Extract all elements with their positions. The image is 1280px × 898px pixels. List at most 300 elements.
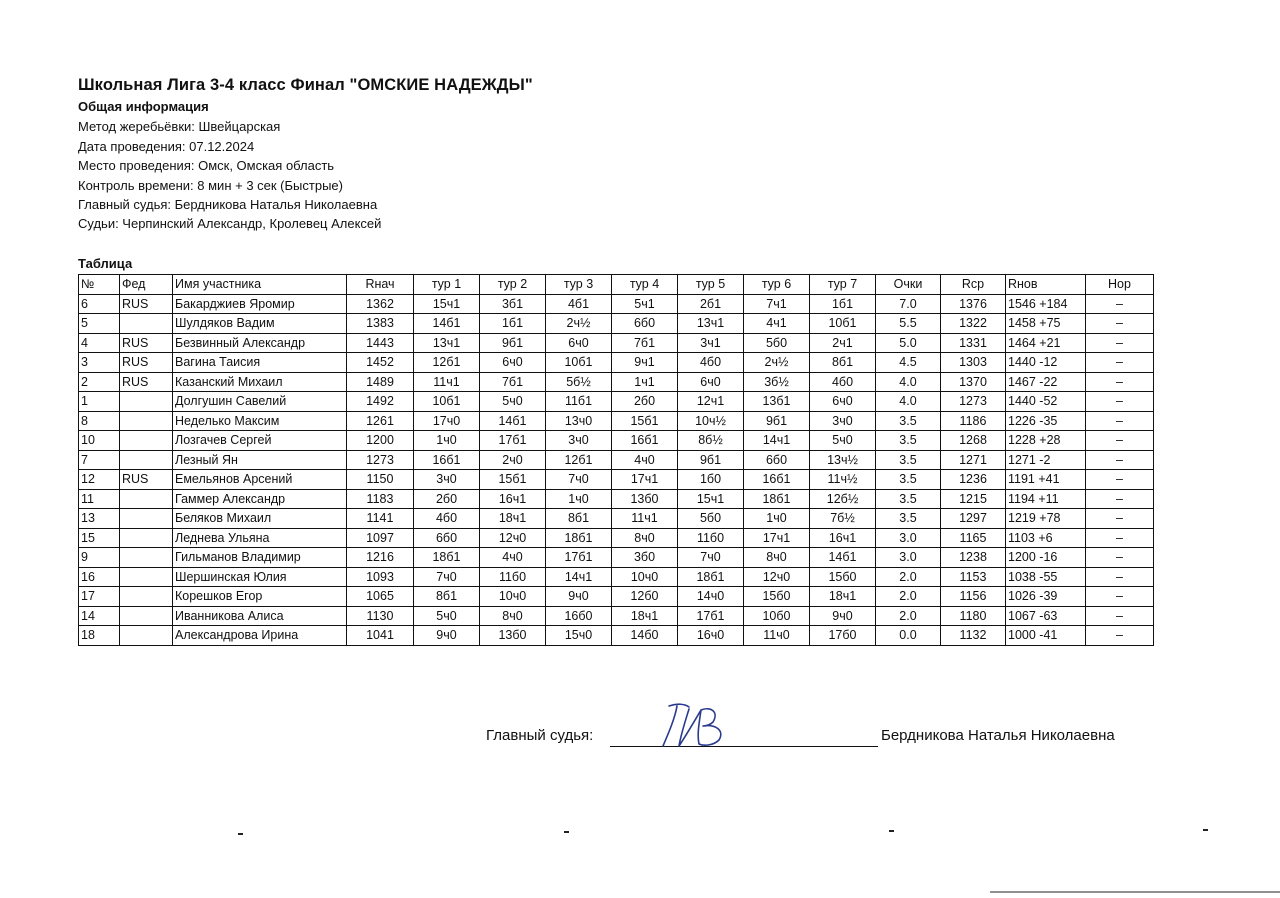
cell-col-rating-new: 1458 +75 <box>1006 314 1086 334</box>
cell-col-points: 3.5 <box>876 470 941 490</box>
cell-col-round-1: 10б1 <box>414 392 480 412</box>
cell-col-rating-avg: 1370 <box>941 372 1006 392</box>
cell-col-round-2: 7б1 <box>480 372 546 392</box>
cell-col-rating-start: 1261 <box>347 411 414 431</box>
cell-col-number: 14 <box>79 606 120 626</box>
cell-col-rating-start: 1200 <box>347 431 414 451</box>
cell-col-round-5: 12ч1 <box>678 392 744 412</box>
cell-col-rating-new: 1026 -39 <box>1006 587 1086 607</box>
cell-col-round-3: 14ч1 <box>546 567 612 587</box>
document-title: Школьная Лига 3-4 класс Финал "ОМСКИЕ НАДЕЖДЫ" <box>78 76 533 94</box>
cell-col-points: 7.0 <box>876 294 941 314</box>
table-row <box>79 314 1154 334</box>
handwritten-signature <box>655 700 740 752</box>
scan-edge <box>990 891 1280 893</box>
cell-col-round-4: 18ч1 <box>612 606 678 626</box>
cell-col-round-6: 17ч1 <box>744 528 810 548</box>
cell-col-round-4: 7б1 <box>612 333 678 353</box>
cell-col-rating-avg: 1132 <box>941 626 1006 646</box>
cell-col-round-4: 13б0 <box>612 489 678 509</box>
cell-col-round-3: 12б1 <box>546 450 612 470</box>
cell-col-rating-start: 1443 <box>347 333 414 353</box>
cell-col-round-2: 15б1 <box>480 470 546 490</box>
cell-col-round-4: 10ч0 <box>612 567 678 587</box>
cell-col-rating-start: 1273 <box>347 450 414 470</box>
cell-col-round-4: 15б1 <box>612 411 678 431</box>
scan-mark <box>564 831 569 833</box>
table-row <box>79 567 1154 587</box>
cell-col-round-7: 4б0 <box>810 372 876 392</box>
cell-col-rating-new: 1000 -41 <box>1006 626 1086 646</box>
table-row <box>79 294 1154 314</box>
cell-col-round-5: 9б1 <box>678 450 744 470</box>
cell-col-round-2: 1б1 <box>480 314 546 334</box>
cell-col-round-2: 2ч0 <box>480 450 546 470</box>
cell-col-round-1: 3ч0 <box>414 470 480 490</box>
cell-col-federation <box>120 431 173 451</box>
cell-col-points: 2.0 <box>876 587 941 607</box>
signature-name: Бердникова Наталья Николаевна <box>881 727 1115 744</box>
cell-col-norm: – <box>1086 587 1154 607</box>
cell-col-round-7: 16ч1 <box>810 528 876 548</box>
cell-col-points: 3.5 <box>876 489 941 509</box>
cell-col-round-7: 11ч½ <box>810 470 876 490</box>
cell-col-federation <box>120 392 173 412</box>
cell-col-norm: – <box>1086 489 1154 509</box>
cell-col-round-7: 18ч1 <box>810 587 876 607</box>
cell-col-round-5: 6ч0 <box>678 372 744 392</box>
cell-col-round-5: 3ч1 <box>678 333 744 353</box>
cell-col-round-6: 2ч½ <box>744 353 810 373</box>
cell-col-round-4: 5ч1 <box>612 294 678 314</box>
cell-col-name: Шулдяков Вадим <box>173 314 347 334</box>
cell-col-round-7: 15б0 <box>810 567 876 587</box>
cell-col-rating-start: 1492 <box>347 392 414 412</box>
cell-col-round-2: 17б1 <box>480 431 546 451</box>
results-table <box>78 274 1154 646</box>
cell-col-rating-start: 1141 <box>347 509 414 529</box>
table-row <box>79 528 1154 548</box>
header-col-points: Очки <box>876 275 941 295</box>
cell-col-norm: – <box>1086 431 1154 451</box>
cell-col-rating-new: 1467 -22 <box>1006 372 1086 392</box>
cell-col-rating-start: 1150 <box>347 470 414 490</box>
cell-col-rating-new: 1464 +21 <box>1006 333 1086 353</box>
cell-col-round-1: 1ч0 <box>414 431 480 451</box>
cell-col-rating-new: 1226 -35 <box>1006 411 1086 431</box>
cell-col-round-7: 14б1 <box>810 548 876 568</box>
cell-col-round-3: 13ч0 <box>546 411 612 431</box>
table-body <box>79 294 1154 645</box>
cell-col-round-1: 5ч0 <box>414 606 480 626</box>
cell-col-round-3: 1ч0 <box>546 489 612 509</box>
cell-col-round-6: 14ч1 <box>744 431 810 451</box>
cell-col-points: 3.5 <box>876 509 941 529</box>
cell-col-round-2: 6ч0 <box>480 353 546 373</box>
cell-col-round-4: 4ч0 <box>612 450 678 470</box>
section-title: Общая информация <box>78 99 209 114</box>
cell-col-rating-start: 1216 <box>347 548 414 568</box>
cell-col-points: 3.5 <box>876 450 941 470</box>
cell-col-round-4: 14б0 <box>612 626 678 646</box>
cell-col-round-2: 10ч0 <box>480 587 546 607</box>
cell-col-rating-start: 1097 <box>347 528 414 548</box>
table-row <box>79 353 1154 373</box>
cell-col-rating-new: 1103 +6 <box>1006 528 1086 548</box>
cell-col-norm: – <box>1086 470 1154 490</box>
cell-col-points: 3.5 <box>876 411 941 431</box>
cell-col-norm: – <box>1086 450 1154 470</box>
table-row <box>79 450 1154 470</box>
table-row <box>79 411 1154 431</box>
cell-col-name: Александрова Ирина <box>173 626 347 646</box>
cell-col-round-6: 5б0 <box>744 333 810 353</box>
cell-col-round-3: 7ч0 <box>546 470 612 490</box>
cell-col-round-6: 10б0 <box>744 606 810 626</box>
cell-col-round-2: 14б1 <box>480 411 546 431</box>
cell-col-norm: – <box>1086 411 1154 431</box>
cell-col-round-3: 5б½ <box>546 372 612 392</box>
info-judges: Судьи: Черпинский Александр, Кролевец Алексей <box>78 216 382 231</box>
cell-col-norm: – <box>1086 294 1154 314</box>
cell-col-number: 13 <box>79 509 120 529</box>
cell-col-rating-start: 1362 <box>347 294 414 314</box>
header-col-norm: Нор <box>1086 275 1154 295</box>
header-col-number: № <box>79 275 120 295</box>
cell-col-round-6: 3б½ <box>744 372 810 392</box>
cell-col-round-7: 6ч0 <box>810 392 876 412</box>
cell-col-round-7: 13ч½ <box>810 450 876 470</box>
cell-col-round-6: 9б1 <box>744 411 810 431</box>
cell-col-round-7: 1б1 <box>810 294 876 314</box>
header-col-round-2: тур 2 <box>480 275 546 295</box>
cell-col-round-4: 16б1 <box>612 431 678 451</box>
cell-col-rating-avg: 1271 <box>941 450 1006 470</box>
cell-col-rating-start: 1452 <box>347 353 414 373</box>
info-chief-judge: Главный судья: Бердникова Наталья Николаевна <box>78 197 378 212</box>
cell-col-rating-start: 1065 <box>347 587 414 607</box>
cell-col-round-1: 7ч0 <box>414 567 480 587</box>
cell-col-points: 4.0 <box>876 392 941 412</box>
cell-col-round-6: 13б1 <box>744 392 810 412</box>
cell-col-federation: RUS <box>120 294 173 314</box>
cell-col-round-7: 5ч0 <box>810 431 876 451</box>
cell-col-round-5: 2б1 <box>678 294 744 314</box>
cell-col-federation: RUS <box>120 353 173 373</box>
cell-col-name: Лезный Ян <box>173 450 347 470</box>
header-col-round-4: тур 4 <box>612 275 678 295</box>
header-col-name: Имя участника <box>173 275 347 295</box>
cell-col-federation <box>120 528 173 548</box>
header-col-round-1: тур 1 <box>414 275 480 295</box>
cell-col-name: Лозгачев Сергей <box>173 431 347 451</box>
cell-col-rating-avg: 1238 <box>941 548 1006 568</box>
cell-col-federation: RUS <box>120 333 173 353</box>
cell-col-round-2: 12ч0 <box>480 528 546 548</box>
cell-col-round-3: 16б0 <box>546 606 612 626</box>
table-row <box>79 470 1154 490</box>
scan-mark <box>889 830 894 832</box>
table-row <box>79 489 1154 509</box>
table-row <box>79 548 1154 568</box>
cell-col-round-1: 17ч0 <box>414 411 480 431</box>
header-col-federation: Фед <box>120 275 173 295</box>
cell-col-norm: – <box>1086 548 1154 568</box>
cell-col-name: Шершинская Юлия <box>173 567 347 587</box>
cell-col-norm: – <box>1086 372 1154 392</box>
cell-col-round-1: 4б0 <box>414 509 480 529</box>
cell-col-federation: RUS <box>120 372 173 392</box>
cell-col-round-5: 1б0 <box>678 470 744 490</box>
cell-col-round-2: 3б1 <box>480 294 546 314</box>
cell-col-federation <box>120 489 173 509</box>
cell-col-name: Иванникова Алиса <box>173 606 347 626</box>
cell-col-federation <box>120 606 173 626</box>
table-row <box>79 509 1154 529</box>
info-location: Место проведения: Омск, Омская область <box>78 158 335 173</box>
cell-col-rating-avg: 1156 <box>941 587 1006 607</box>
cell-col-rating-new: 1200 -16 <box>1006 548 1086 568</box>
cell-col-norm: – <box>1086 626 1154 646</box>
cell-col-round-4: 12б0 <box>612 587 678 607</box>
cell-col-norm: – <box>1086 333 1154 353</box>
cell-col-round-1: 6б0 <box>414 528 480 548</box>
cell-col-rating-new: 1067 -63 <box>1006 606 1086 626</box>
table-row <box>79 431 1154 451</box>
cell-col-number: 15 <box>79 528 120 548</box>
cell-col-round-5: 18б1 <box>678 567 744 587</box>
cell-col-rating-avg: 1331 <box>941 333 1006 353</box>
info-date: Дата проведения: 07.12.2024 <box>78 139 255 154</box>
cell-col-rating-avg: 1236 <box>941 470 1006 490</box>
cell-col-round-1: 18б1 <box>414 548 480 568</box>
cell-col-name: Бакарджиев Яромир <box>173 294 347 314</box>
cell-col-round-6: 12ч0 <box>744 567 810 587</box>
cell-col-round-3: 11б1 <box>546 392 612 412</box>
cell-col-points: 3.0 <box>876 528 941 548</box>
header-col-round-6: тур 6 <box>744 275 810 295</box>
cell-col-points: 4.0 <box>876 372 941 392</box>
cell-col-round-2: 8ч0 <box>480 606 546 626</box>
table-header-row <box>79 275 1154 295</box>
cell-col-round-3: 2ч½ <box>546 314 612 334</box>
cell-col-round-2: 13б0 <box>480 626 546 646</box>
table-row <box>79 587 1154 607</box>
cell-col-round-3: 18б1 <box>546 528 612 548</box>
cell-col-round-1: 15ч1 <box>414 294 480 314</box>
cell-col-round-5: 16ч0 <box>678 626 744 646</box>
cell-col-rating-new: 1546 +184 <box>1006 294 1086 314</box>
header-col-round-5: тур 5 <box>678 275 744 295</box>
cell-col-number: 12 <box>79 470 120 490</box>
table-row <box>79 333 1154 353</box>
cell-col-federation <box>120 548 173 568</box>
cell-col-federation <box>120 509 173 529</box>
scan-mark <box>1203 829 1208 831</box>
cell-col-number: 4 <box>79 333 120 353</box>
cell-col-number: 18 <box>79 626 120 646</box>
table-row <box>79 606 1154 626</box>
cell-col-federation <box>120 411 173 431</box>
cell-col-rating-avg: 1153 <box>941 567 1006 587</box>
cell-col-round-6: 6б0 <box>744 450 810 470</box>
cell-col-name: Гильманов Владимир <box>173 548 347 568</box>
cell-col-rating-avg: 1376 <box>941 294 1006 314</box>
cell-col-round-3: 4б1 <box>546 294 612 314</box>
cell-col-points: 3.0 <box>876 548 941 568</box>
cell-col-norm: – <box>1086 567 1154 587</box>
cell-col-rating-avg: 1180 <box>941 606 1006 626</box>
cell-col-round-7: 17б0 <box>810 626 876 646</box>
cell-col-round-3: 10б1 <box>546 353 612 373</box>
cell-col-rating-start: 1093 <box>347 567 414 587</box>
cell-col-rating-start: 1489 <box>347 372 414 392</box>
header-col-rating-start: Rнач <box>347 275 414 295</box>
cell-col-points: 2.0 <box>876 567 941 587</box>
cell-col-norm: – <box>1086 353 1154 373</box>
cell-col-number: 5 <box>79 314 120 334</box>
cell-col-round-4: 8ч0 <box>612 528 678 548</box>
cell-col-round-2: 4ч0 <box>480 548 546 568</box>
cell-col-round-6: 4ч1 <box>744 314 810 334</box>
cell-col-number: 9 <box>79 548 120 568</box>
cell-col-round-1: 14б1 <box>414 314 480 334</box>
info-time-control: Контроль времени: 8 мин + 3 сек (Быстрые) <box>78 178 343 193</box>
cell-col-round-5: 4б0 <box>678 353 744 373</box>
header-col-round-7: тур 7 <box>810 275 876 295</box>
cell-col-rating-new: 1194 +11 <box>1006 489 1086 509</box>
cell-col-name: Корешков Егор <box>173 587 347 607</box>
cell-col-number: 2 <box>79 372 120 392</box>
cell-col-round-3: 9ч0 <box>546 587 612 607</box>
cell-col-number: 7 <box>79 450 120 470</box>
cell-col-round-5: 14ч0 <box>678 587 744 607</box>
cell-col-round-7: 12б½ <box>810 489 876 509</box>
cell-col-name: Долгушин Савелий <box>173 392 347 412</box>
table-caption: Таблица <box>78 256 133 271</box>
cell-col-points: 0.0 <box>876 626 941 646</box>
cell-col-norm: – <box>1086 509 1154 529</box>
cell-col-round-3: 8б1 <box>546 509 612 529</box>
cell-col-number: 16 <box>79 567 120 587</box>
cell-col-rating-start: 1041 <box>347 626 414 646</box>
cell-col-round-6: 16б1 <box>744 470 810 490</box>
cell-col-points: 4.5 <box>876 353 941 373</box>
cell-col-round-3: 6ч0 <box>546 333 612 353</box>
cell-col-rating-avg: 1215 <box>941 489 1006 509</box>
info-draw-method: Метод жеребьёвки: Швейцарская <box>78 119 281 134</box>
cell-col-round-4: 2б0 <box>612 392 678 412</box>
cell-col-round-6: 7ч1 <box>744 294 810 314</box>
cell-col-round-6: 11ч0 <box>744 626 810 646</box>
table-row <box>79 626 1154 646</box>
cell-col-rating-start: 1383 <box>347 314 414 334</box>
cell-col-rating-avg: 1322 <box>941 314 1006 334</box>
cell-col-number: 8 <box>79 411 120 431</box>
cell-col-rating-avg: 1303 <box>941 353 1006 373</box>
header-col-round-3: тур 3 <box>546 275 612 295</box>
cell-col-rating-avg: 1186 <box>941 411 1006 431</box>
cell-col-round-4: 3б0 <box>612 548 678 568</box>
cell-col-points: 5.5 <box>876 314 941 334</box>
cell-col-round-4: 11ч1 <box>612 509 678 529</box>
cell-col-norm: – <box>1086 528 1154 548</box>
cell-col-points: 2.0 <box>876 606 941 626</box>
cell-col-round-7: 3ч0 <box>810 411 876 431</box>
cell-col-rating-new: 1440 -52 <box>1006 392 1086 412</box>
cell-col-rating-new: 1228 +28 <box>1006 431 1086 451</box>
cell-col-number: 10 <box>79 431 120 451</box>
cell-col-name: Леднева Ульяна <box>173 528 347 548</box>
cell-col-norm: – <box>1086 606 1154 626</box>
cell-col-round-4: 1ч1 <box>612 372 678 392</box>
cell-col-round-2: 9б1 <box>480 333 546 353</box>
cell-col-name: Беляков Михаил <box>173 509 347 529</box>
cell-col-number: 6 <box>79 294 120 314</box>
signature-label: Главный судья: <box>486 727 594 744</box>
cell-col-federation <box>120 626 173 646</box>
cell-col-rating-new: 1038 -55 <box>1006 567 1086 587</box>
cell-col-round-6: 15б0 <box>744 587 810 607</box>
cell-col-round-5: 7ч0 <box>678 548 744 568</box>
cell-col-rating-avg: 1268 <box>941 431 1006 451</box>
cell-col-federation <box>120 450 173 470</box>
cell-col-federation <box>120 314 173 334</box>
cell-col-rating-new: 1219 +78 <box>1006 509 1086 529</box>
cell-col-round-7: 10б1 <box>810 314 876 334</box>
cell-col-round-2: 5ч0 <box>480 392 546 412</box>
cell-col-round-7: 8б1 <box>810 353 876 373</box>
cell-col-federation <box>120 567 173 587</box>
cell-col-round-1: 9ч0 <box>414 626 480 646</box>
cell-col-number: 1 <box>79 392 120 412</box>
cell-col-rating-new: 1440 -12 <box>1006 353 1086 373</box>
cell-col-norm: – <box>1086 392 1154 412</box>
cell-col-round-7: 2ч1 <box>810 333 876 353</box>
cell-col-round-5: 15ч1 <box>678 489 744 509</box>
cell-col-name: Неделько Максим <box>173 411 347 431</box>
cell-col-name: Казанский Михаил <box>173 372 347 392</box>
cell-col-points: 3.5 <box>876 431 941 451</box>
cell-col-number: 17 <box>79 587 120 607</box>
cell-col-round-1: 16б1 <box>414 450 480 470</box>
cell-col-rating-new: 1271 -2 <box>1006 450 1086 470</box>
cell-col-round-6: 1ч0 <box>744 509 810 529</box>
cell-col-round-5: 5б0 <box>678 509 744 529</box>
table-row <box>79 392 1154 412</box>
cell-col-rating-start: 1183 <box>347 489 414 509</box>
cell-col-number: 11 <box>79 489 120 509</box>
cell-col-round-3: 3ч0 <box>546 431 612 451</box>
cell-col-round-1: 13ч1 <box>414 333 480 353</box>
cell-col-rating-new: 1191 +41 <box>1006 470 1086 490</box>
cell-col-name: Безвинный Александр <box>173 333 347 353</box>
header-col-rating-new: Rнов <box>1006 275 1086 295</box>
cell-col-round-2: 16ч1 <box>480 489 546 509</box>
cell-col-round-3: 15ч0 <box>546 626 612 646</box>
cell-col-rating-avg: 1273 <box>941 392 1006 412</box>
scan-mark <box>238 833 243 835</box>
signature-line <box>610 746 878 747</box>
cell-col-round-5: 11б0 <box>678 528 744 548</box>
cell-col-points: 5.0 <box>876 333 941 353</box>
cell-col-name: Гаммер Александр <box>173 489 347 509</box>
cell-col-round-2: 11б0 <box>480 567 546 587</box>
cell-col-federation <box>120 587 173 607</box>
cell-col-round-4: 6б0 <box>612 314 678 334</box>
cell-col-number: 3 <box>79 353 120 373</box>
cell-col-round-5: 17б1 <box>678 606 744 626</box>
